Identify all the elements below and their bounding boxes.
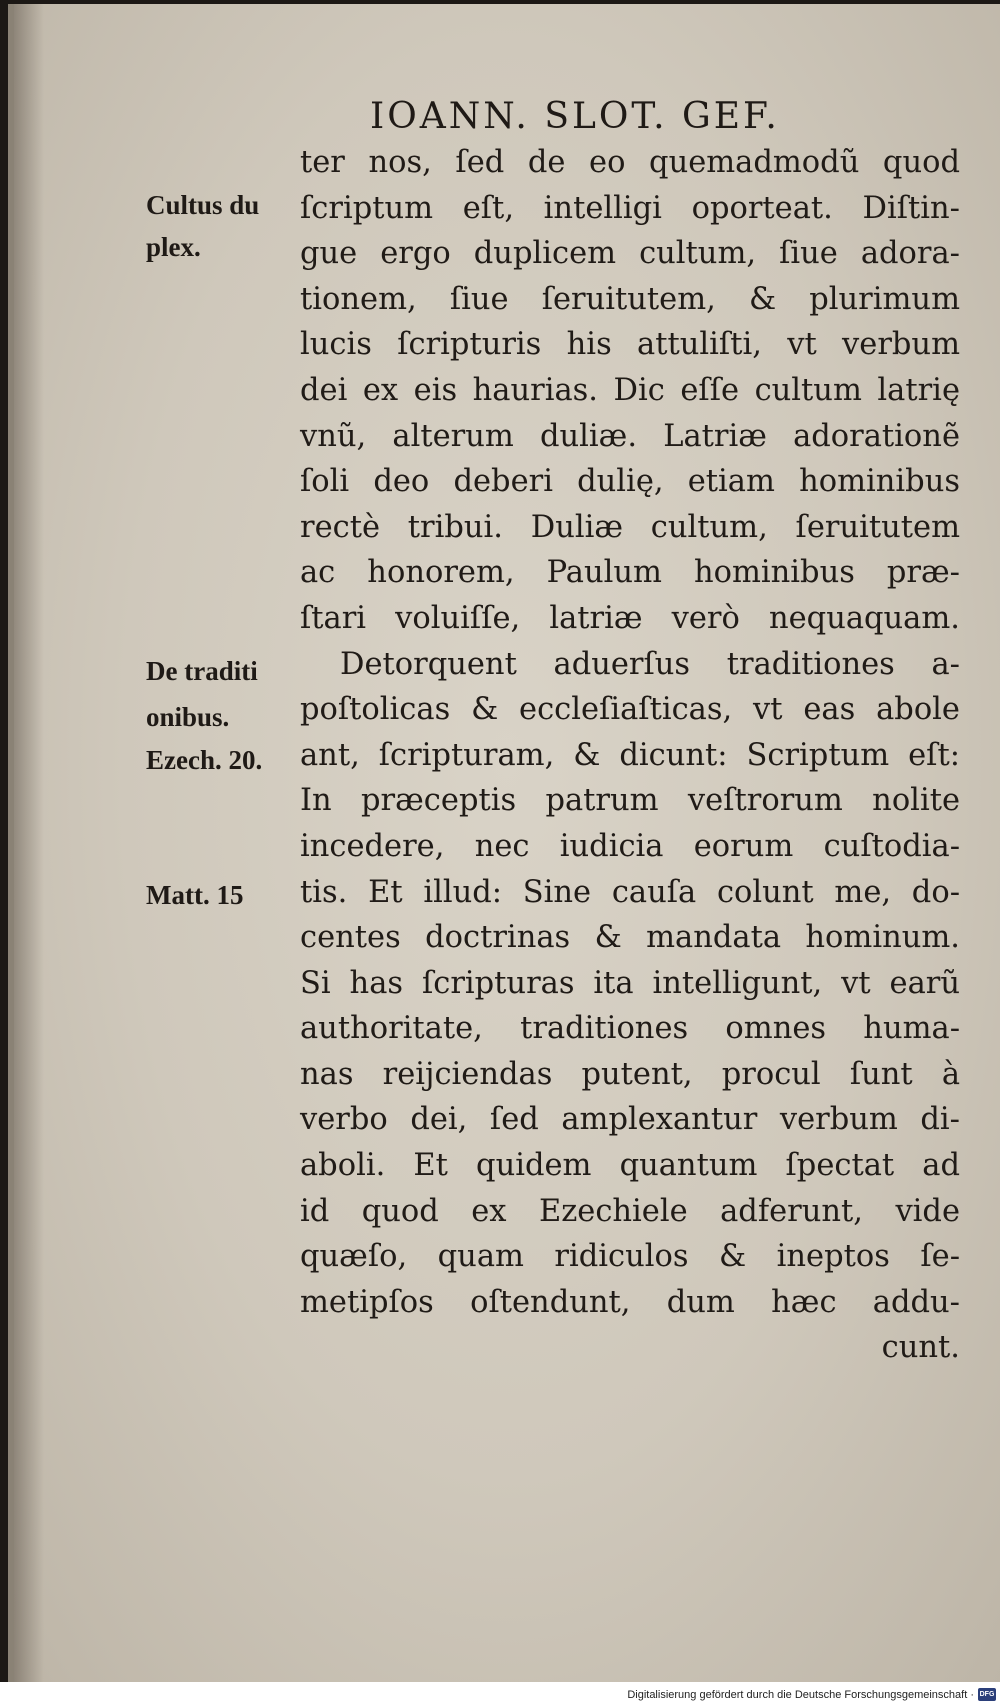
margin-note-plex: plex. (146, 232, 201, 262)
margin-note-ezech: Ezech. 20. (146, 745, 263, 775)
text-line: ac honorem, Paulum hominibus præ- (300, 555, 960, 591)
text-line: ſcriptum eſt, intelligi oporteat. Diſtin- (300, 190, 960, 226)
running-head: IOANN. SLOT. GEF. (370, 96, 780, 137)
margin-note-onibus: onibus. (146, 702, 230, 732)
text-line: ſoli deo deberi dulię, etiam hominibus (300, 464, 960, 500)
text-line: nas reijciendas putent, procul ſunt à (300, 1056, 960, 1092)
footer-bar (0, 1682, 1000, 1704)
text-line: rectè tribui. Duliæ cultum, ſeruitutem (300, 509, 960, 545)
text-line: verbo dei, ſed amplexantur verbum di- (300, 1102, 960, 1138)
text-line: ter nos, ſed de eo quemadmodũ quod (300, 145, 960, 180)
gutter-shadow (14, 4, 44, 1682)
text-line: ſtari voluiſſe, latriæ verò nequaquam. (300, 600, 960, 636)
text-line: gue ergo duplicem cultum, ſiue adora- (300, 236, 960, 272)
text-line: ant, ſcripturam, & dicunt: Scriptum eſt: (300, 737, 960, 773)
margin-note-de-traditi: De traditi (146, 656, 258, 686)
footer-credit: Digitalisierung gefördert durch die Deutsche Forschungsgemeinschaft · (627, 1689, 974, 1701)
text-line: tis. Et illud: Sine cauſa colunt me, do- (300, 874, 960, 910)
catchword: cunt. (881, 1330, 960, 1366)
text-line: incedere, nec iudicia eorum cuſtodia- (300, 828, 960, 864)
body-text (300, 140, 960, 1371)
text-line: In præceptis patrum veſtrorum nolite (300, 783, 960, 819)
text-line: lucis ſcripturis his attuliſti, vt verbum (300, 327, 960, 363)
text-line: poſtolicas & eccleſiaſticas, vt eas abole (300, 692, 960, 728)
text-line: tionem, ſiue ſeruitutem, & plurimum (300, 281, 960, 317)
dfg-logo-icon: DFG (978, 1688, 996, 1701)
margin-note-matt: Matt. 15 (146, 880, 244, 910)
text-line: aboli. Et quidem quantum ſpectat ad (300, 1148, 960, 1184)
text-line: centes doctrinas & mandata hominum. (300, 920, 960, 956)
text-line: Detorquent aduerſus traditiones a- (340, 646, 960, 682)
text-line: vnũ, alterum duliæ. Latriæ adorationẽ (300, 418, 960, 454)
text-line: id quod ex Ezechiele adferunt, vide (300, 1193, 960, 1229)
text-line: Si has ſcripturas ita intelligunt, vt earũ (300, 965, 960, 1001)
margin-note-cultus: Cultus du (146, 190, 260, 220)
text-line: quæſo, quam ridiculos & ineptos ſe- (300, 1239, 960, 1275)
text-line: authoritate, traditiones omnes huma- (300, 1011, 960, 1047)
text-line: dei ex eis haurias. Dic eſſe cultum latrię (300, 372, 960, 408)
text-line: metipſos oſtendunt, dum hæc addu- (300, 1284, 960, 1320)
